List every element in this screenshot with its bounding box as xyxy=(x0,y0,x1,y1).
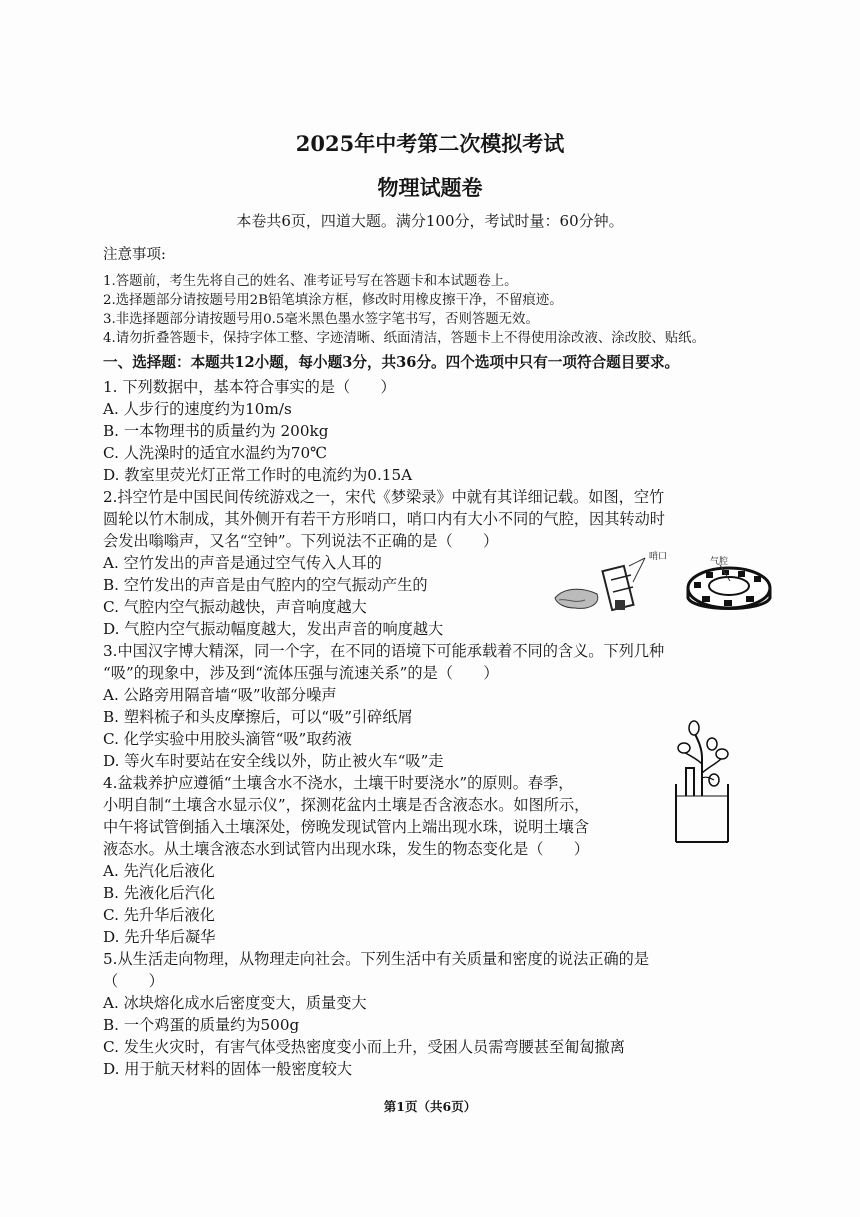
question-1-option-b: B. 一本物理书的质量约为 200kg xyxy=(103,422,329,440)
question-2-option-c: C. 气腔内空气振动越快，声音响度越大 xyxy=(103,598,367,616)
question-1-option-d: D. 教室里荧光灯正常工作时的电流约为0.15A xyxy=(103,466,413,484)
figure-label-whistle: 哨口 xyxy=(649,552,668,562)
question-2-stem-line: 圆轮以竹木制成，其外侧开有若干方形哨口，哨口内有大小不同的气腔，因其转动时 xyxy=(103,510,665,528)
question-1-stem: 1. 下列数据中，基本符合事实的是（ ） xyxy=(103,378,396,396)
question-4-stem-line: 小明自制“土壤含水显示仪”，探测花盆内土壤是否含液态水。如图所示， xyxy=(103,796,590,814)
cavity-pointer-line xyxy=(718,565,732,583)
question-2-option-d: D. 气腔内空气振动幅度越大，发出声音的响度越大 xyxy=(103,620,444,638)
page-footer: 第1页（共6页） xyxy=(383,1099,477,1114)
question-3-option-a: A. 公路旁用隔音墙“吸”收部分噪声 xyxy=(103,686,337,704)
question-3-option-c: C. 化学实验中用胶头滴管“吸”取药液 xyxy=(103,730,352,748)
question-5-option-b: B. 一个鸡蛋的质量约为500g xyxy=(103,1016,300,1034)
question-3-option-b: B. 塑料梳子和头皮摩擦后，可以“吸”引碎纸屑 xyxy=(103,708,413,726)
question-2-option-a: A. 空竹发出的声音是通过空气传入人耳的 xyxy=(103,554,382,572)
question-4-option-b: B. 先液化后汽化 xyxy=(103,884,215,902)
question-2-stem-line: 会发出嗡嗡声，又名“空钟”。下列说法不正确的是（ ） xyxy=(103,532,499,550)
note-item: 4.请勿折叠答题卡，保持字体工整、字迹清晰、纸面清洁，答题卡上不得使用涂改液、涂改胶、贴纸。 xyxy=(103,331,705,346)
plant-pot-test-tube-figure xyxy=(672,718,732,848)
question-1-option-c: C. 人洗澡时的适宜水温约为70℃ xyxy=(103,444,328,462)
section-heading: 一、选择题：本题共12小题，每小题3分，共36分。四个选项中只有一项符合题目要求。 xyxy=(103,354,680,371)
question-5-option-d: D. 用于航天材料的固体一般密度较大 xyxy=(103,1060,353,1078)
question-4-stem-line: 中午将试管倒插入土壤深处，傍晚发现试管内上端出现水珠，说明土壤含 xyxy=(103,818,589,836)
question-4-option-d: D. 先升华后凝华 xyxy=(103,928,216,946)
note-item: 3.非选择题部分请按题号用0.5毫米黑色墨水签字笔书写，否则答题无效。 xyxy=(103,312,539,327)
exam-title: 2025年中考第二次模拟考试 xyxy=(295,131,565,156)
notes-heading: 注意事项: xyxy=(103,247,166,263)
question-5-stem-line: 5.从生活走向物理，从物理走向社会。下列生活中有关质量和密度的说法正确的是 xyxy=(103,950,650,968)
question-3-option-d: D. 等火车时要站在安全线以外，防止被火车“吸”走 xyxy=(103,752,444,770)
question-3-stem-line: “吸”的现象中，涉及到“流体压强与流速关系”的是（ ） xyxy=(103,664,499,682)
question-4-option-c: C. 先升华后液化 xyxy=(103,906,215,924)
question-3-stem-line: 3.中国汉字博大精深，同一个字，在不同的语境下可能承载着不同的含义。下列几种 xyxy=(103,642,665,660)
exam-info: 本卷共6页，四道大题。满分100分，考试时量：60分钟。 xyxy=(236,212,624,230)
question-5-option-a: A. 冰块熔化成水后密度变大，质量变大 xyxy=(103,994,367,1012)
question-4-stem-line: 液态水。从土壤含液态水到试管内出现水珠，发生的物态变化是（ ） xyxy=(103,840,589,858)
note-item: 2.选择题部分请按题号用2B铅笔填涂方框，修改时用橡皮擦干净，不留痕迹。 xyxy=(103,293,563,308)
question-4-option-a: A. 先汽化后液化 xyxy=(103,862,215,880)
note-item: 1.答题前，考生先将自己的姓名、准考证号写在答题卡和本试题卷上。 xyxy=(103,274,518,289)
question-5-stem-line: （ ） xyxy=(103,972,164,990)
question-2-option-b: B. 空竹发出的声音是由气腔内的空气振动产生的 xyxy=(103,576,428,594)
question-1-option-a: A. 人步行的速度约为10m/s xyxy=(103,400,292,418)
question-5-option-c: C. 发生火灾时，有害气体受热密度变小而上升，受困人员需弯腰甚至匍匐撤离 xyxy=(103,1038,625,1056)
paper-subtitle: 物理试题卷 xyxy=(377,175,483,200)
question-4-stem-line: 4.盆栽养护应遵循“土壤含水不浇水，土壤干时要浇水”的原则。春季， xyxy=(103,774,574,792)
figure-label-cavity: 气腔 xyxy=(710,557,729,567)
question-2-stem-line: 2.抖空竹是中国民间传统游戏之一，宋代《梦梁录》中就有其详细记载。如图，空竹 xyxy=(103,488,665,506)
